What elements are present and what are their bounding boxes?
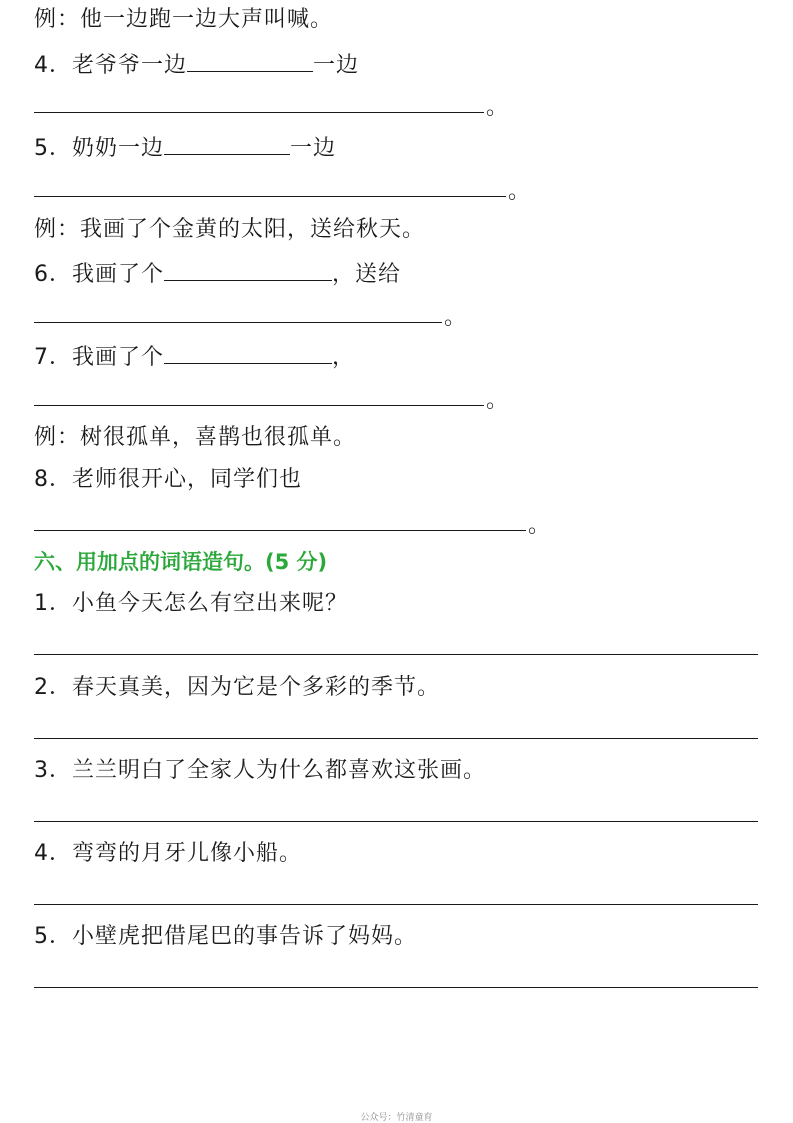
question-connector: 一边 xyxy=(290,136,337,161)
question-connector: ，送给 xyxy=(332,262,402,287)
example-sentence xyxy=(34,424,356,452)
footer-credit: 公众号：竹清童育 xyxy=(360,1113,433,1123)
question-prefix: 4．老爷爷一边 xyxy=(34,53,187,78)
question-5 xyxy=(34,132,336,163)
fill-blank[interactable] xyxy=(164,341,332,364)
sentence-text: 1．小鱼今天怎么有空出来呢？ xyxy=(34,591,348,616)
sentence-period: 。 xyxy=(528,513,551,538)
answer-blank-line[interactable] xyxy=(34,405,484,406)
sentence-text: 4．弯弯的月牙儿像小船。 xyxy=(34,841,302,866)
fill-blank[interactable] xyxy=(187,49,313,72)
example-text: 例：他一边跑一边大声叫喊。 xyxy=(34,7,334,32)
sentence-item-3 xyxy=(34,757,486,785)
example-sentence xyxy=(34,6,333,34)
sentence-item-2 xyxy=(34,674,440,702)
question-4 xyxy=(34,49,359,80)
answer-blank-line[interactable] xyxy=(34,530,526,531)
answer-blank-line[interactable] xyxy=(34,196,506,197)
fill-blank[interactable] xyxy=(164,258,332,281)
sentence-period: 。 xyxy=(508,179,531,204)
answer-blank-line[interactable] xyxy=(34,322,442,323)
question-prefix: 6．我画了个 xyxy=(34,262,164,287)
question-connector: ， xyxy=(332,345,356,370)
fill-blank[interactable] xyxy=(164,132,290,155)
sentence-item-4 xyxy=(34,840,302,868)
question-8 xyxy=(34,466,302,494)
answer-blank-line[interactable] xyxy=(34,738,758,739)
sentence-period: 。 xyxy=(486,95,509,120)
question-6 xyxy=(34,258,401,289)
example-sentence xyxy=(34,216,425,244)
section-heading: 六、用加点的词语造句。(5 分) xyxy=(34,550,328,574)
sentence-period: 。 xyxy=(444,305,467,330)
example-text: 例：树很孤单，喜鹊也很孤单。 xyxy=(34,425,357,450)
answer-blank-line[interactable] xyxy=(34,821,758,822)
question-prefix: 5．奶奶一边 xyxy=(34,136,164,161)
answer-blank-line[interactable] xyxy=(34,654,758,655)
answer-blank-line[interactable] xyxy=(34,904,758,905)
example-text: 例：我画了个金黄的太阳，送给秋天。 xyxy=(34,217,426,242)
sentence-item-5 xyxy=(34,923,417,951)
sentence-text: 3．兰兰明白了全家人为什么都喜欢这张画。 xyxy=(34,758,486,783)
sentence-item-1 xyxy=(34,590,348,618)
question-7 xyxy=(34,341,355,372)
sentence-text: 2．春天真美，因为它是个多彩的季节。 xyxy=(34,675,440,700)
question-prefix: 7．我画了个 xyxy=(34,345,164,370)
answer-blank-line[interactable] xyxy=(34,112,484,113)
question-connector: 一边 xyxy=(313,53,360,78)
sentence-text: 5．小壁虎把借尾巴的事告诉了妈妈。 xyxy=(34,924,417,949)
answer-blank-line[interactable] xyxy=(34,987,758,988)
sentence-period: 。 xyxy=(486,388,509,413)
question-prefix: 8．老师很开心，同学们也 xyxy=(34,467,302,492)
